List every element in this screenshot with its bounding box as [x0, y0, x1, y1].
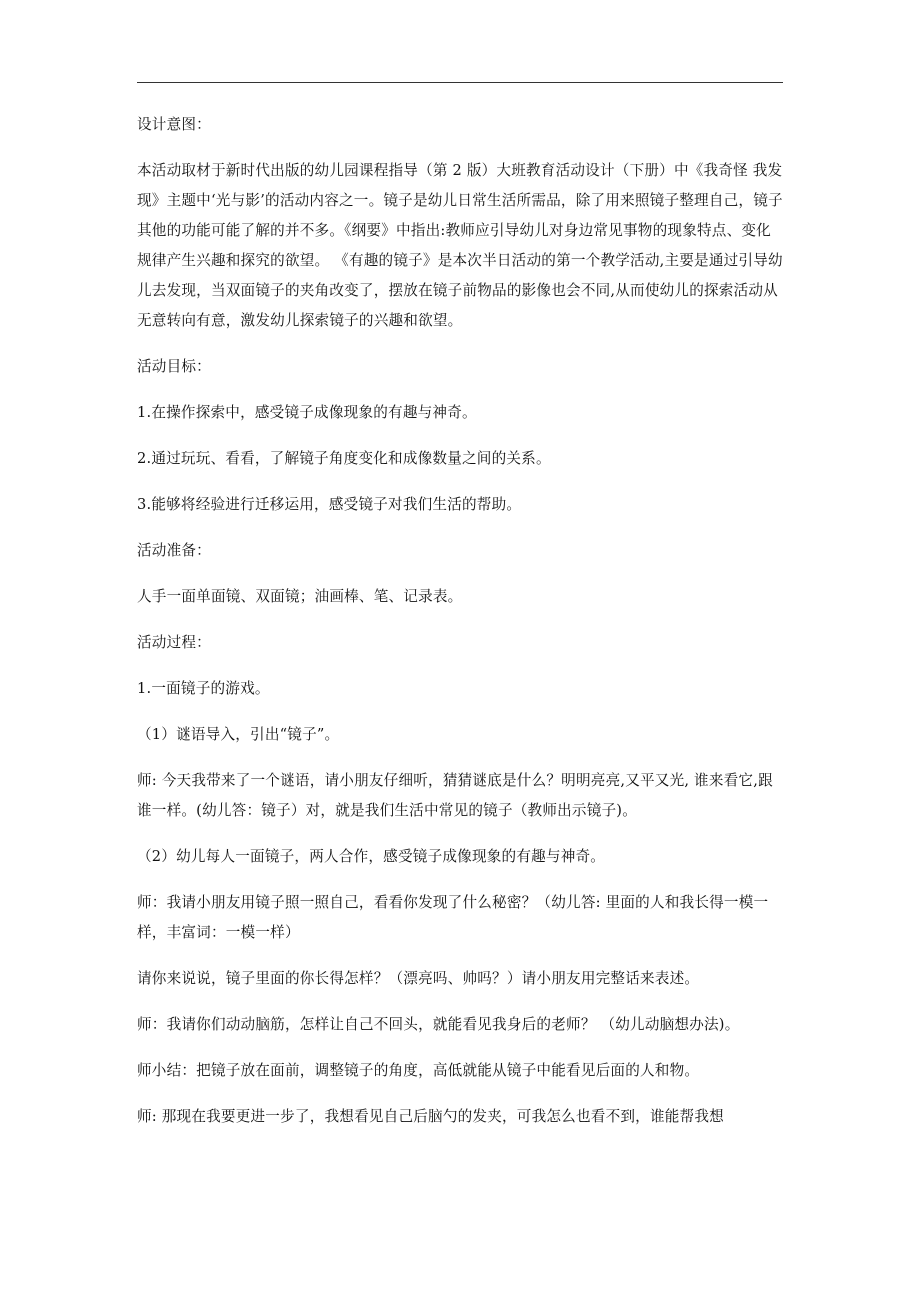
heading-activity-preparation: 活动准备： [137, 542, 211, 559]
document-body [137, 110, 783, 1132]
goal-item-3: 3.能够将经验进行迁移运用，感受镜子对我们生活的帮助。 [137, 496, 522, 513]
goal-item-2: 2.通过玩玩、看看，了解镜子角度变化和成像数量之间的关系。 [137, 450, 551, 467]
paragraph-design-intent: 本活动取材于新时代出版的幼儿园课程指导（第 2 版）大班教育活动设计（下册）中《我奇怪 我发现》主题中‘光与影’的活动内容之一。镜子是幼儿日常生活所需品，除了用来照镜子整理自己，镜子其他的功能可能了解的并不多。《纲要》中指出:教师应引导幼儿对身边常见事物的现象特点、变化规律产生兴趣和探究的欲望。 《有趣的镜子》是本次半日活动的第一个教学活动,主要是通过引导幼儿去发现，当双面镜子的夹角改变了，摆放在镜子前物品的影像也会不同,从而使幼儿的探索活动从无意转向有意，激发幼儿探索镜子的兴趣和欲望。 [137, 162, 783, 329]
process-substep-1: （1）谜语导入，引出“镜子”。 [137, 726, 340, 743]
goal-item-1: 1.在操作探索中，感受镜子成像现象的有趣与神奇。 [137, 404, 477, 421]
paragraph-preparation: 人手一面单面镜、双面镜；油画棒、笔、记录表。 [137, 588, 463, 605]
teacher-summary: 师小结：把镜子放在面前，调整镜子的角度，高低就能从镜子中能看见后面的人和物。 [137, 1062, 700, 1079]
teacher-riddle: 师: 今天我带来了一个谜语，请小朋友仔细听，猜猜谜底是什么？明明亮亮,又平又光, 谁来看它,跟谁一样。(幼儿答：镜子）对，就是我们生活中常见的镜子（教师出示镜子)。 [137, 772, 773, 819]
heading-activity-process: 活动过程： [137, 634, 211, 651]
teacher-next-step: 师: 那现在我要更进一步了，我想看见自己后脑勺的发夹，可我怎么也看不到，谁能帮我想 [137, 1108, 724, 1125]
heading-activity-goals: 活动目标： [137, 358, 211, 375]
teacher-mirror-prompt: 师：我请小朋友用镜子照一照自己，看看你发现了什么秘密？（幼儿答: 里面的人和我长得一模一样，丰富词：一模一样） [137, 894, 769, 941]
describe-reflection: 请你来说说，镜子里面的你长得怎样？（漂亮吗、帅吗？）请小朋友用完整话来表述。 [137, 970, 700, 987]
teacher-think-prompt: 师：我请你们动动脑筋，怎样让自己不回头，就能看见我身后的老师？ （幼儿动脑想办法)。 [137, 1016, 740, 1033]
header-rule [137, 82, 783, 83]
heading-design-intent: 设计意图： [137, 116, 211, 133]
process-substep-2: （2）幼儿每人一面镜子，两人合作，感受镜子成像现象的有趣与神奇。 [137, 848, 606, 865]
process-step-1: 1.一面镜子的游戏。 [137, 680, 270, 697]
